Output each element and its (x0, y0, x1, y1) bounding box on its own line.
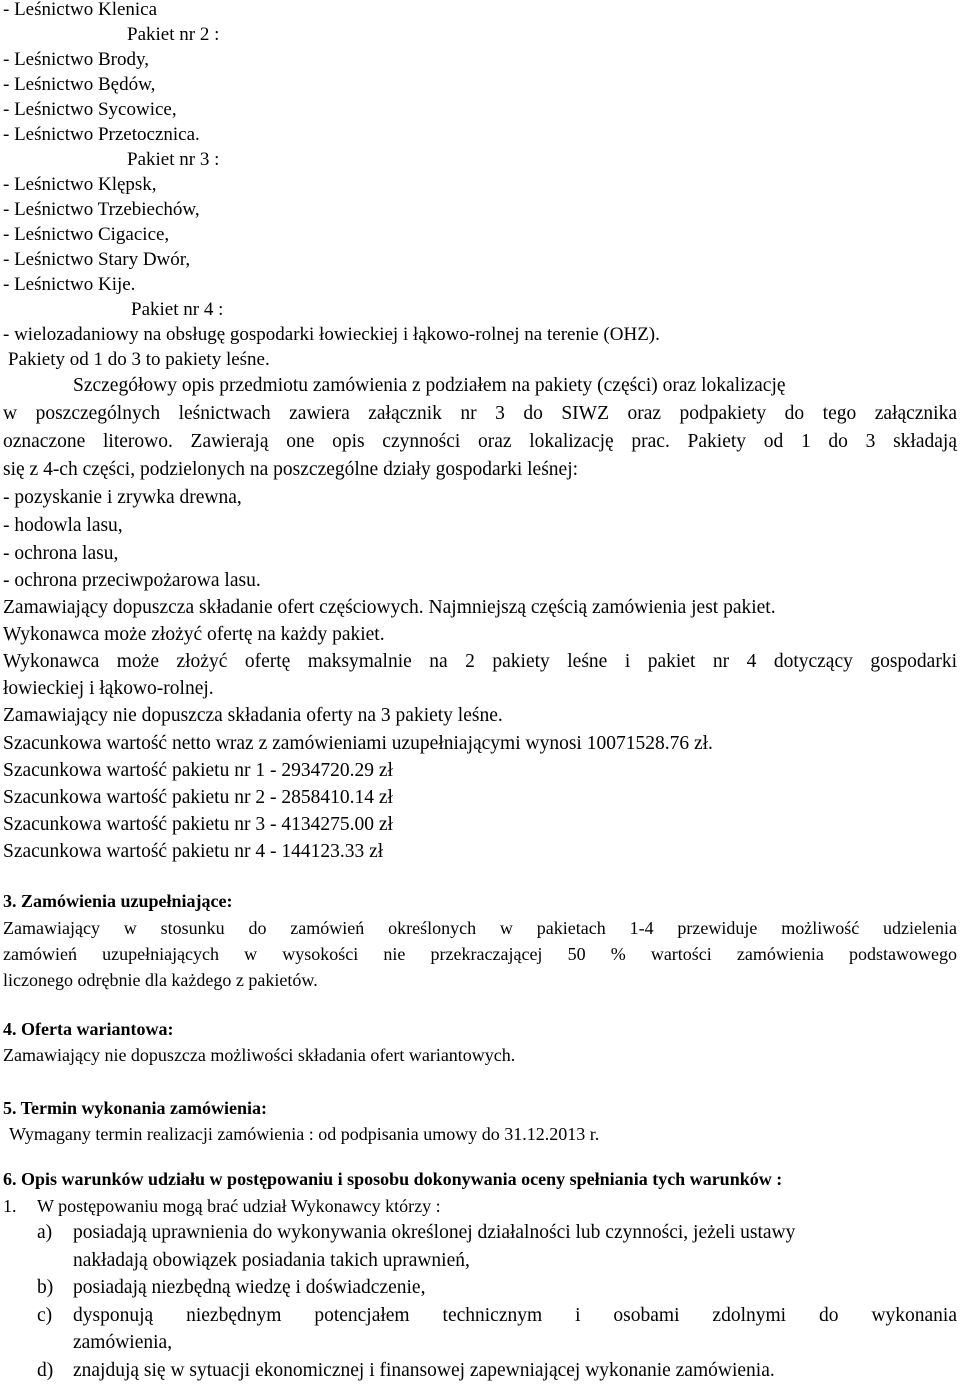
section-text: zamówień uzupełniających w wysokości nie przekraczającej 50 % wartości zamówienia podstawowego (3, 944, 957, 964)
terms-line: łowieckiej i łąkowo-rolnej. (3, 678, 214, 699)
package-4-description: - wielozadaniowy na obsługę gospodarki łowieckiej i łąkowo-rolnej na terenie (OHZ). (3, 324, 660, 345)
description-line: się z 4-ch części, podzielonych na poszczególne działy gospodarki leśnej: (3, 459, 579, 480)
forest-packages-note: Pakiety od 1 do 3 to pakiety leśne. (8, 349, 270, 370)
item-number: 1. (3, 1196, 17, 1216)
forestry-item: - Leśnictwo Sycowice, (3, 99, 177, 120)
forestry-item: - Leśnictwo Klępsk, (3, 174, 157, 195)
conditions-item-1 (3, 1194, 441, 1218)
section-text: liczonego odrębnie dla każdego z pakietów. (3, 970, 318, 990)
forestry-item: - Leśnictwo Klenica (3, 0, 158, 20)
section-heading: 6. Opis warunków udziału w postępowaniu i sposobu dokonywania oceny spełniania tych warunków : (3, 1169, 783, 1189)
estimated-total-value: Szacunkowa wartość netto wraz z zamówieniami uzupełniającymi wynosi 10071528.76 zł. (3, 733, 713, 754)
section-text: Zamawiający w stosunku do zamówień określonych w pakietach 1-4 przewiduje możliwość udzielenia (3, 918, 957, 938)
subitem-text: dysponują niezbędnym potencjałem technicznym i osobami zdolnymi do wykonania (73, 1305, 957, 1326)
terms-line: Zamawiający nie dopuszcza składania oferty na 3 pakiety leśne. (3, 705, 503, 726)
subitem-label: b) (37, 1277, 54, 1298)
description-line: oznaczone literowo. Zawierają one opis czynności oraz lokalizację prac. Pakiety od 1 do 3 składają (3, 431, 957, 452)
terms-line: Wykonawca może złożyć ofertę na każdy pakiet. (3, 624, 385, 645)
activity-item: - ochrona lasu, (3, 543, 119, 564)
estimated-package-value: Szacunkowa wartość pakietu nr 1 - 2934720.29 zł (3, 760, 393, 781)
section-text: Zamawiający nie dopuszcza możliwości składania ofert wariantowych. (3, 1045, 516, 1065)
description-line: w poszczególnych leśnictwach zawiera załącznik nr 3 do SIWZ oraz podpakiety do tego załącznika (3, 403, 957, 424)
activity-item: - pozyskanie i zrywka drewna, (3, 487, 242, 508)
subitem-text: znajdują się w sytuacji ekonomicznej i finansowej zapewniającej wykonanie zamówienia. (73, 1360, 775, 1381)
forestry-item: - Leśnictwo Stary Dwór, (3, 249, 191, 270)
terms-line: Zamawiający dopuszcza składanie ofert częściowych. Najmniejszą częścią zamówienia jest pakiet. (3, 597, 776, 618)
subitem-label: d) (37, 1360, 54, 1381)
section-heading: 3. Zamówienia uzupełniające: (3, 891, 233, 911)
activity-item: - hodowla lasu, (3, 515, 123, 536)
package-heading: Pakiet nr 3 : (127, 149, 220, 170)
forestry-item: - Leśnictwo Przetocznica. (3, 124, 200, 145)
section-heading: 5. Termin wykonania zamówienia: (3, 1098, 268, 1118)
subitem-text: zamówienia, (73, 1332, 173, 1353)
forestry-item: - Leśnictwo Będów, (3, 74, 156, 95)
activity-item: - ochrona przeciwpożarowa lasu. (3, 570, 261, 591)
description-line: Szczegółowy opis przedmiotu zamówienia z podziałem na pakiety (części) oraz lokalizację (73, 375, 786, 396)
item-text: W postępowaniu mogą brać udział Wykonawcy którzy : (37, 1196, 441, 1216)
subitem-text: nakładają obowiązek posiadania takich uprawnień, (73, 1250, 470, 1271)
subitem-text: posiadają niezbędną wiedzę i doświadczenie, (73, 1277, 426, 1298)
forestry-item: - Leśnictwo Kije. (3, 274, 136, 295)
subitem-label: c) (37, 1305, 53, 1326)
estimated-package-value: Szacunkowa wartość pakietu nr 2 - 2858410.14 zł (3, 787, 393, 808)
section-text: Wymagany termin realizacji zamówienia : od podpisania umowy do 31.12.2013 r. (9, 1124, 600, 1144)
package-heading: Pakiet nr 4 : (131, 299, 224, 320)
subitem-label: a) (37, 1222, 53, 1243)
forestry-item: - Leśnictwo Brody, (3, 49, 149, 70)
subitem-text: posiadają uprawnienia do wykonywania określonej działalności lub czynności, jeżeli ustawy (73, 1222, 796, 1243)
terms-line: Wykonawca może złożyć ofertę maksymalnie na 2 pakiety leśne i pakiet nr 4 dotyczący gospodarki (3, 651, 957, 672)
estimated-package-value: Szacunkowa wartość pakietu nr 4 - 144123.33 zł (3, 841, 384, 862)
package-heading: Pakiet nr 2 : (127, 24, 220, 45)
estimated-package-value: Szacunkowa wartość pakietu nr 3 - 4134275.00 zł (3, 814, 393, 835)
forestry-item: - Leśnictwo Trzebiechów, (3, 199, 200, 220)
forestry-item: - Leśnictwo Cigacice, (3, 224, 170, 245)
section-heading: 4. Oferta wariantowa: (3, 1019, 174, 1039)
